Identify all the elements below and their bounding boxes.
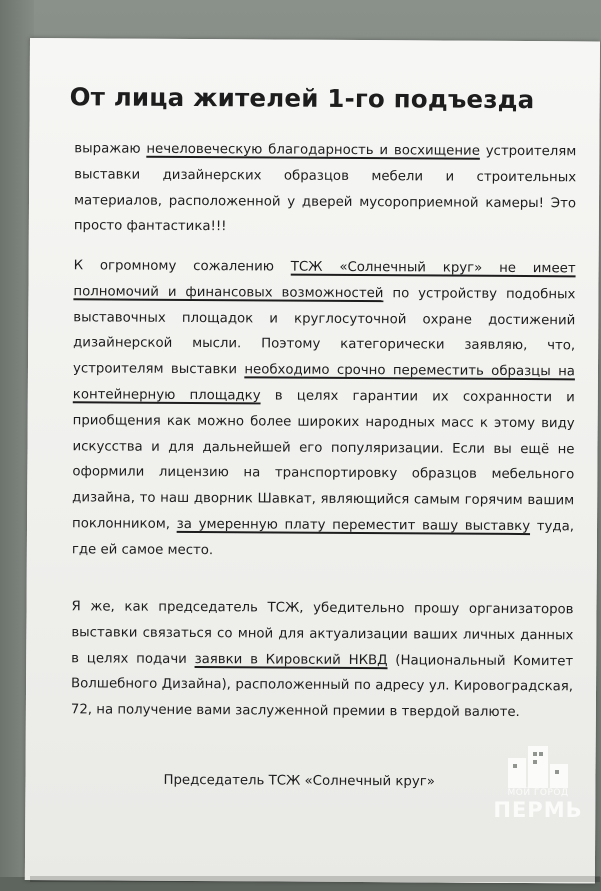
underlined-phrase: за умеренную плату переместит вашу выставку <box>176 516 531 535</box>
sheet-shadow <box>30 876 600 882</box>
text-run: выражаю <box>74 141 147 157</box>
underlined-phrase: заявки в Кировский НКВД <box>194 651 388 668</box>
text-run: в целях гарантии их сохранности и приобщения как можно более широких народных масс к этому виду искусства и для дальнейшей его популяризации. Если вы ещё не оформили лицензию на транспортировку образцов мебельного дизайна, то наш дворник Шавкат, являющийся самым горячим вашим поклонником, <box>71 388 575 532</box>
text-run: туда, где ей самое место. <box>71 519 575 558</box>
text-run: Я же, как председатель ТСЖ, убедительно прошу организаторов выставки связаться со мной для актуализации ваших личных данных в целях подачи <box>71 599 574 667</box>
underlined-phrase: необходимо срочно переместить образцы на контейнерную площадку <box>72 362 575 404</box>
text-run: (Национальный Комитет Волшебного Дизайна), расположенный по адресу ул. Кировоградская, 72, на получение вами заслуженной премии в твердой валюте. <box>70 652 574 721</box>
text-run: К огромному сожалению <box>73 258 291 275</box>
city-buildings-icon <box>506 744 570 788</box>
watermark-logo <box>488 744 588 834</box>
watermark-big-text: ПЕРМЬ <box>493 798 583 822</box>
text-run: по устройству подобных выставочных площадок и круглосуточной охране достижений дизайнерской мысли. Поэтому категорически заявляю, что, устроителям выставки <box>72 285 576 378</box>
notice-paragraph-3 <box>71 594 574 726</box>
notice-title: От лица жителей 1-го подъезда <box>69 82 535 115</box>
notice-paragraph-1 <box>74 136 577 242</box>
notice-paragraph-2 <box>72 253 576 566</box>
notice-signature: Председатель ТСЖ «Солнечный круг» <box>163 772 435 790</box>
underlined-phrase: ТСЖ «Солнечный круг» не имеет полномочий и финансовых возможностей <box>73 259 576 301</box>
watermark-small-text: МОЙ ГОРОД <box>507 788 569 798</box>
underlined-phrase: нечеловеческую благодарность и восхищение <box>146 141 480 159</box>
text-run: устроителям выставки дизайнерских образцов мебели и строительных материалов, расположенной у дверей мусороприемной камеры! Это просто фантастика!!! <box>73 143 577 235</box>
